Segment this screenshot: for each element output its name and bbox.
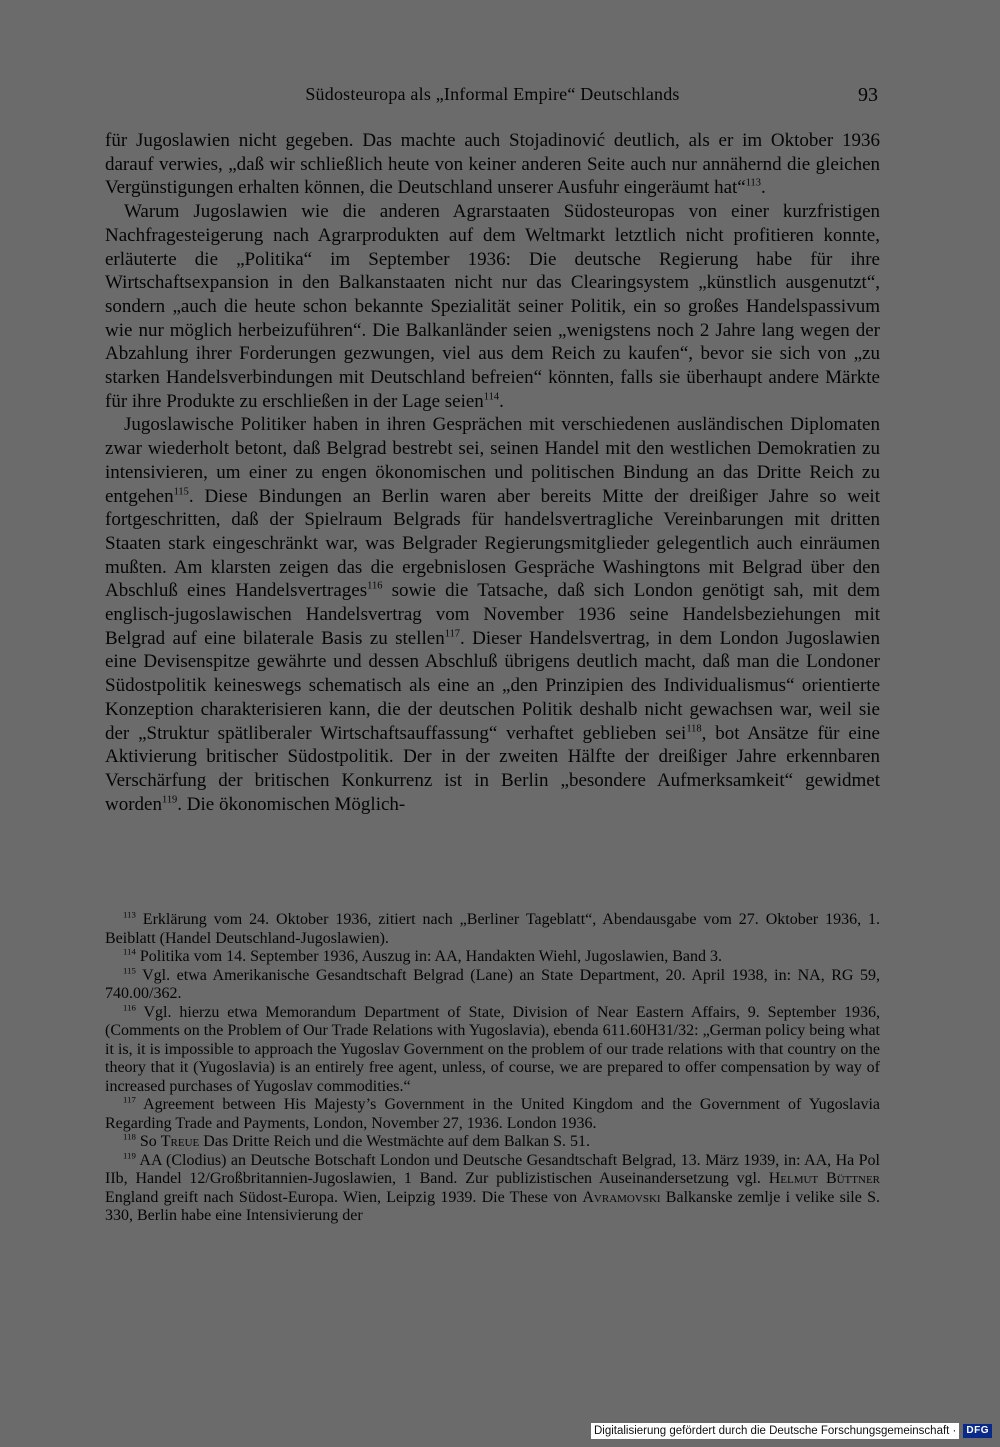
main-text [105,129,880,816]
footnote-118: $^{118}$ So Treue Das Dritte Reich und die Westmächte auf dem Balkan S. 51. [123,1131,591,1150]
footnote-115: $^{115}$ Vgl. etwa Amerikanische Gesandtschaft Belgrad (Lane) an State Department, 20. April 1938, in: NA, RG 59, 740.00/362. [105,965,880,1002]
dfg-credit [591,1423,992,1439]
footnote-ref-113[interactable]: 113 [745,178,761,190]
author-name: Helmut Büttner [768,1170,880,1187]
footnote-117: $^{117}$ Agreement between His Majesty’s Government in the United Kingdom and the Government of Yugoslavia Regarding Trade and Payments, London, November 27, 1936. London 1936. [105,1094,880,1132]
page-number: 93 [858,84,878,106]
credit-text: Digitalisierung gefördert durch die Deutsche Forschungsgemeinschaft · [591,1423,959,1439]
page-header [105,84,880,114]
footnote-ref-116[interactable]: 116 [367,581,383,593]
footnotes [105,911,880,1226]
author-name: Treue [160,1133,200,1150]
footnote-ref-117[interactable]: 117 [444,628,461,640]
footnote-ref-119[interactable]: 119 [161,794,178,806]
dfg-logo: DFG [963,1424,992,1438]
paragraph-2: Warum Jugoslawien wie die anderen Agrarstaaten Südosteuropas von einer kurzfristigen Nachfragesteigerung nach Agrarprodukten auf dem Weltmarkt letztlich nicht profitieren konnte, erläuterte die „Politika“ im September 1936: Die deutsche Regierung habe für ihre Wirtschaftsexpansion in den Balkanstaaten nicht nur das Clearingsystem „künstlich ausgenutzt“, sondern „auch die heute schon bekannte Spezialität seiner Politik, ein so großes Handelspassivum wie nur möglich herbeizuführen“. Die Balkanländer seien „wenigstens noch 2 Jahre lang wegen der Abzahlung ihrer Forderungen gezwungen, viel aus dem Reich zu kaufen“, bevor sie sich von „zu starken Handelsverbindungen mit Deutschland befreien“ könnten, falls sie überhaupt andere Märkte für ihre Produkte zu erschließen in der Lage seien$^{114}$. [105,201,880,412]
footnote-113: $^{113}$ Erklärung vom 24. Oktober 1936, zitiert nach „Berliner Tageblatt“, Abendausgabe vom 27. Oktober 1936, 1. Beiblatt (Handel Deutschland-Jugoslawien). [105,909,880,947]
author-name: Avramovski [582,1188,661,1206]
footnote-ref-114[interactable]: 114 [483,391,500,403]
paragraph-1: für Jugoslawien nicht gegeben. Das machte auch Stojadinović deutlich, als er im Oktober 1936 darauf verwies, „daß wir schließlich heute von keiner anderen Seite auch nur annähernd die gleichen Vergünstigungen erhalten können, die Deutschland unserer Ausfuhr eingeräumt hat“$^{113}$. [105,130,880,199]
footnote-116: $^{116}$ Vgl. hierzu etwa Memorandum Department of State, Division of Near Eastern Affairs, 9. September 1936, (Comments on the Problem of Our Trade Relations with Yugoslavia), ebenda 611.60H31/32: „German policy being what it is, it is impossible to approach the Yugoslav Government on the problem of our trade relations with that country on the theory that it (Yugoslavia) is an entirely free agent, unless, of course, we are prepared to offer compensation by way of increased purchases of Yugoslav commodities.“ [105,1002,880,1095]
footnote-ref-118[interactable]: 118 [686,723,702,735]
footnote-119: $^{119}$ AA (Clodius) an Deutsche Botschaft London und Deutsche Gesandtschaft Belgrad, 13. März 1939, in: AA, Ha Pol IIb, Handel 12/Großbritannien-Jugoslawien, 1 Band. Zur publizistischen Auseinandersetzung vgl. Helmut Büttner England greift nach Südost-Europa. Wien, Leipzig 1939. Die These von Avramovski Balkanske zemlje i velike sile S. 330, Berlin habe eine Intensivierung der [105,1150,881,1224]
footnote-114: $^{114}$ Politika vom 14. September 1936, Auszug in: AA, Handakten Wiehl, Jugoslawien, Band 3. [123,946,722,965]
footnote-ref-115[interactable]: 115 [173,486,189,498]
running-title: Südosteuropa als „Informal Empire“ Deutschlands [305,84,680,104]
paragraph-3: Jugoslawische Politiker haben in ihren Gesprächen mit verschiedenen ausländischen Diplomaten zwar wiederholt betont, daß Belgrad bestrebt sei, seinen Handel mit den westlichen Demokratien zu intensivieren, um einer zu engen ökonomischen und politischen Bindung an das Dritte Reich zu entgehen$^{115}$. Diese Bindungen an Berlin waren aber bereits Mitte der dreißiger Jahre so weit fortgeschritten, daß der Spielraum Belgrads für handelsvertragliche Vereinbarungen mit dritten Staaten stark eingeschränkt war, was Belgrader Regierungsmitglieder gelegentlich auch einräumen mußten. Am klarsten zeigen das die ergebnislosen Gespräche Washingtons mit Belgrad über den Abschluß eines Handelsvertrages$^{116}$ sowie die Tatsache, daß sich London genötigt sah, mit dem englisch-jugoslawischen Handelsvertrag vom November 1936 seine Handelsbeziehungen mit Belgrad auf eine bilaterale Basis zu stellen$^{117}$. Dieser Handelsvertrag, in dem London Jugoslawien eine Devisenspitze gewährte und dessen Abschluß übrigens deutlich macht, daß man die Londoner Südostpolitik keineswegs schematisch als eine an „den Prinzipien des Individualismus“ orientierte Konzeption charakterisieren kann, die der deutschen Politik deshalb nicht gewachsen war, weil sie der „Struktur spätliberaler Wirtschaftsauffassung“ verhaftet geblieben sei$^{118}$, bot Ansätze für eine Aktivierung britischer Südostpolitik. Der in der zweiten Hälfte der dreißiger Jahre erkennbaren Verschärfung der britischen Konkurrenz ist in Berlin „besondere Aufmerksamkeit“ gewidmet worden$^{119}$. Die ökonomischen Möglich- [105,414,880,815]
